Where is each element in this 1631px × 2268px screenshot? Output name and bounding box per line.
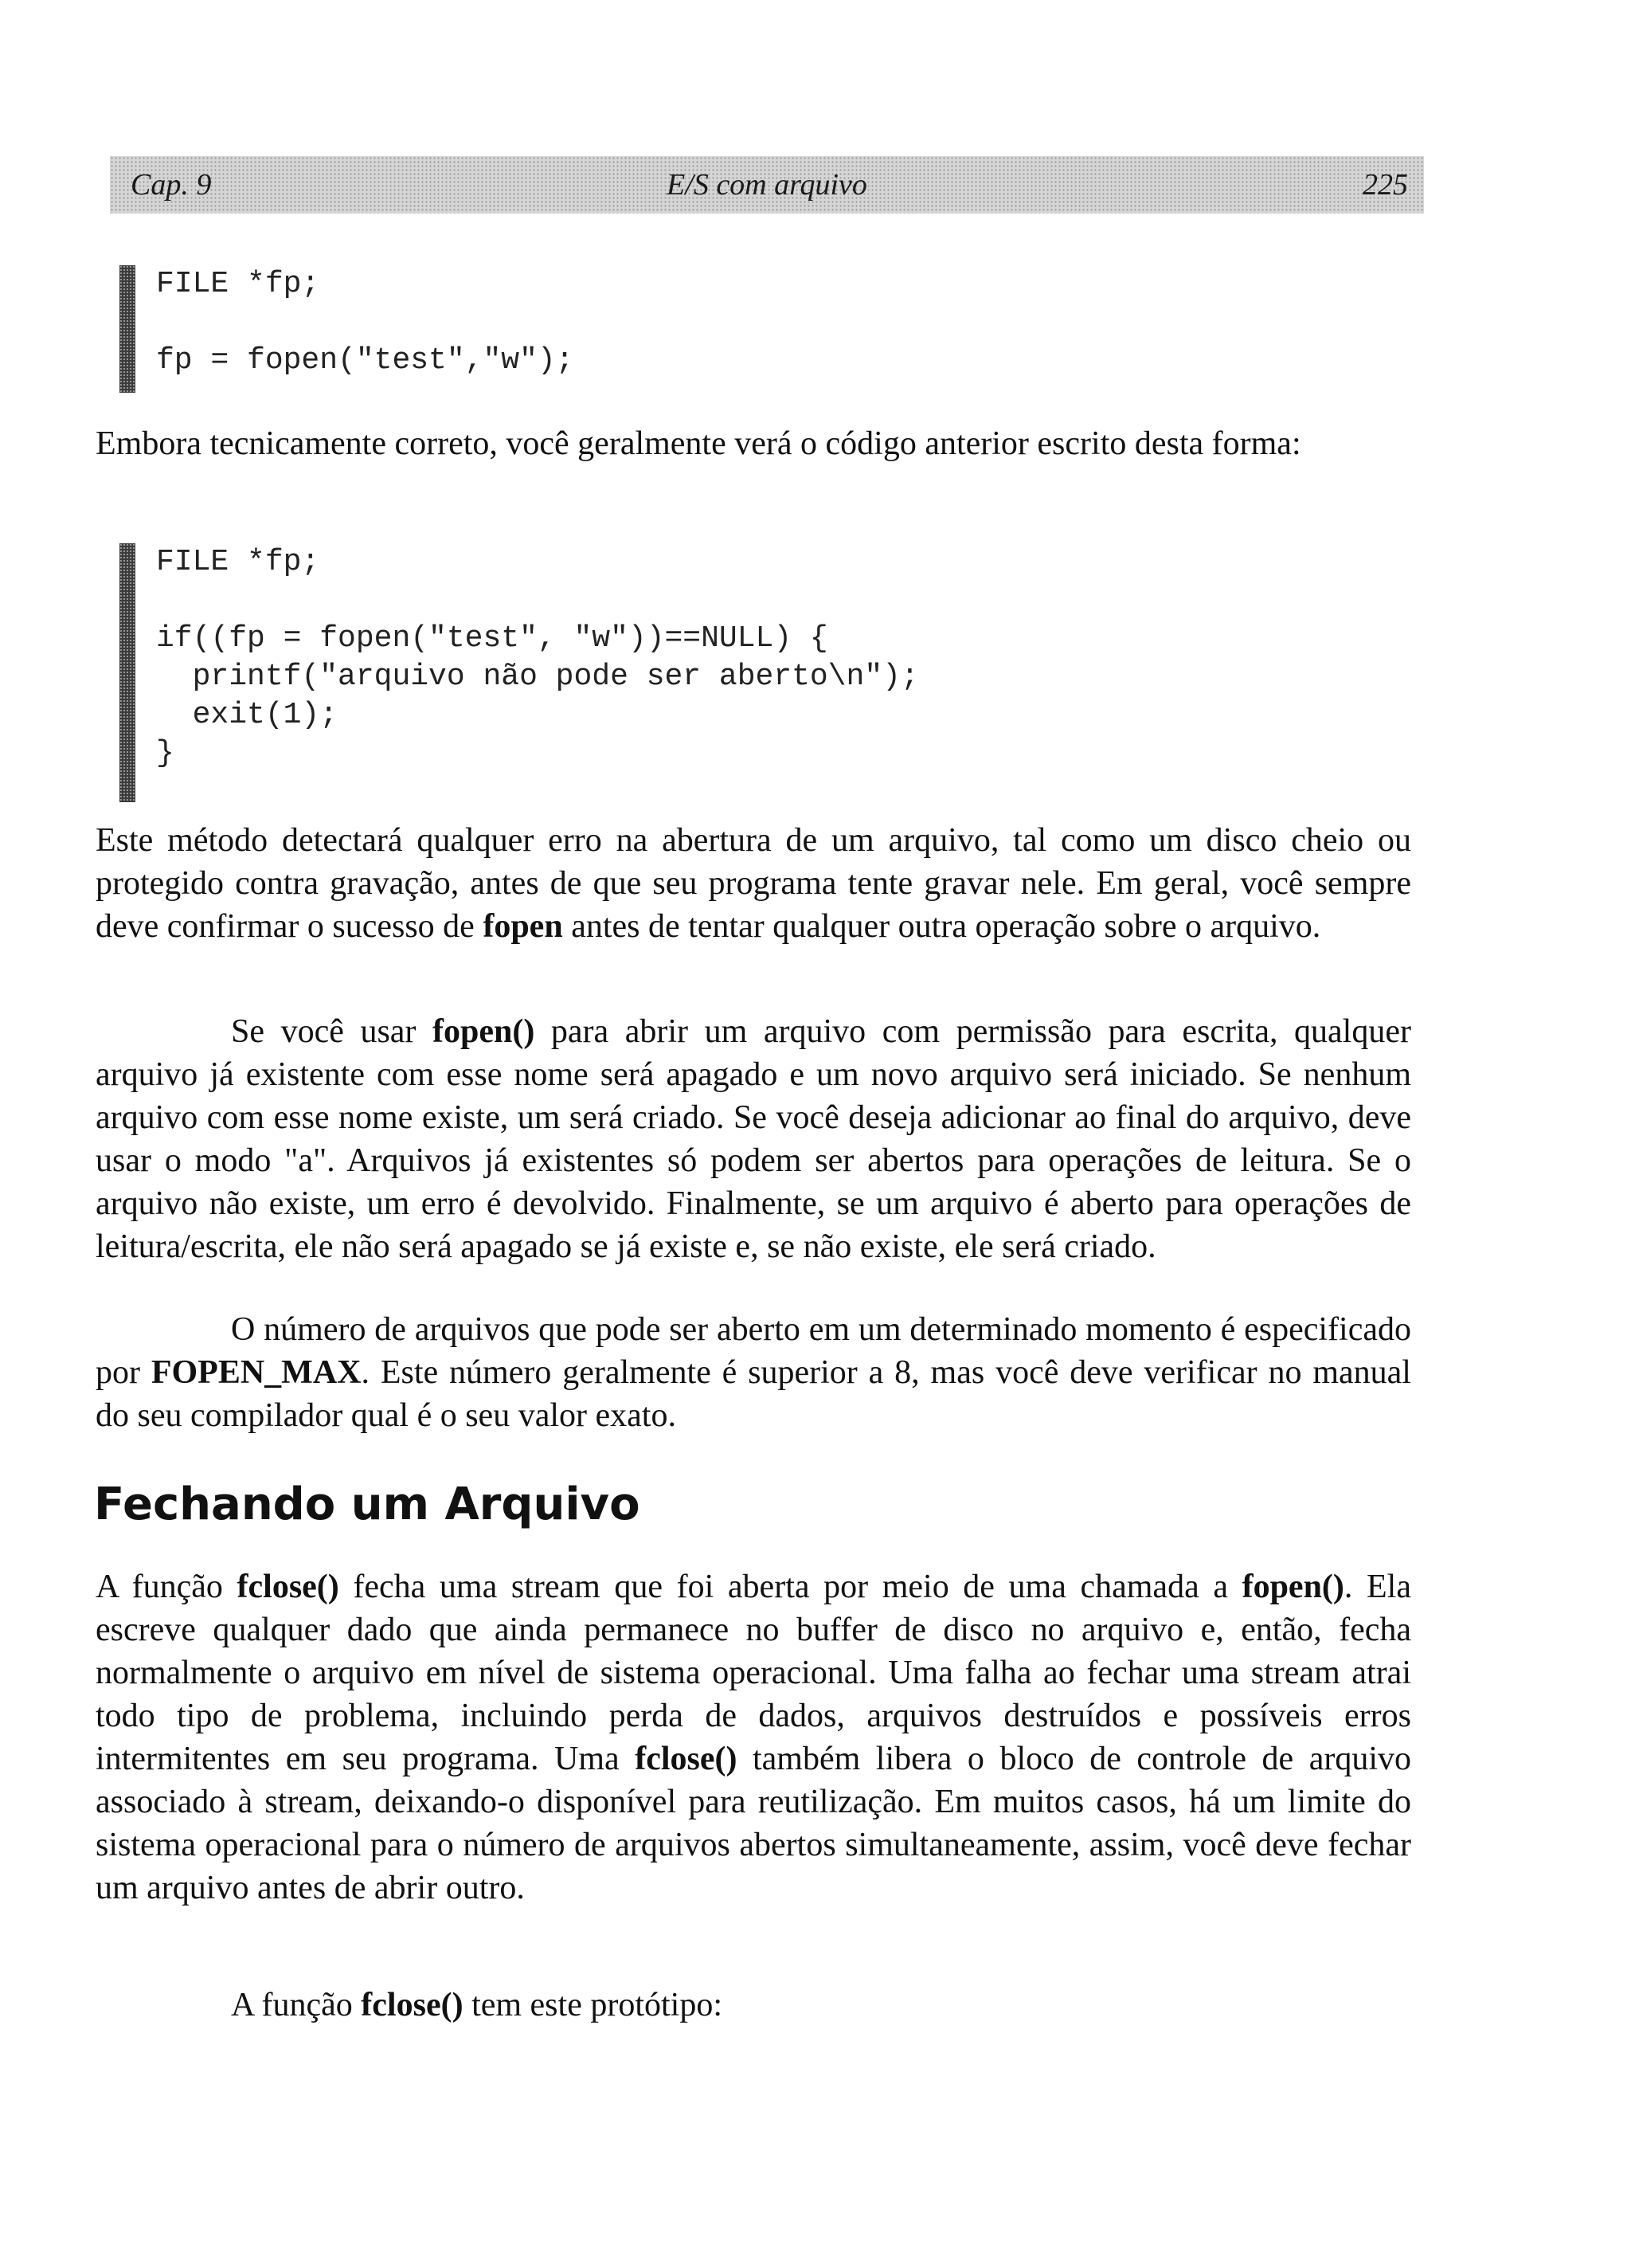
- code-margin-bar: [119, 543, 135, 802]
- inline-code-fclose: fclose(): [237, 1569, 339, 1605]
- running-header: [110, 156, 1424, 213]
- inline-code-fopen: fopen(): [1242, 1569, 1344, 1605]
- inline-code-fclose: fclose(): [361, 1987, 463, 2023]
- code-margin-bar: [119, 265, 135, 393]
- chapter-title: E/S com arquivo: [667, 168, 867, 202]
- code-text: FILE *fp; fp = fopen("test","w");: [156, 267, 574, 378]
- paragraph-fclose: A função fclose() fecha uma stream que foi aberta por meio de uma chamada a fopen(). Ela escreve qualquer dado que ainda permanece no buffer de disco no arquivo e, então, fecha normalmente o arquivo em nível de sistema operacional. Uma falha ao fechar uma stream atrai todo tipo de problema, incluindo perda de dados, arquivos destruídos e possíveis erros intermitentes em seu programa. Uma fclose() também libera o bloco de controle de arquivo associado à stream, deixando-o disponível para reutilização. Em muitos casos, há um limite do sistema operacional para o número de arquivos abertos simultaneamente, assim, você deve fechar um arquivo antes de abrir outro.: [96, 1569, 1411, 1906]
- paragraph-error-check: Este método detectará qualquer erro na abertura de um arquivo, tal como um disco cheio ou protegido contra gravação, antes de que seu programa tente gravar nele. Em geral, você sempre deve confirmar o sucesso de fopen antes de tentar qualquer outra operação sobre o arquivo.: [96, 822, 1411, 945]
- inline-code-fclose: fclose(): [635, 1741, 737, 1777]
- code-text: FILE *fp; if((fp = fopen("test", "w"))==NULL) { printf("arquivo não pode ser aberto\n"); exit(1); }: [156, 545, 919, 770]
- inline-code-fopen: fopen: [483, 908, 563, 945]
- paragraph-write-mode: Se você usar fopen() para abrir um arquivo com permissão para escrita, qualquer arquivo já existente com esse nome será apagado e um novo arquivo será iniciado. Se nenhum arquivo com esse nome existe, um será criado. Se você deseja adicionar ao final do arquivo, deve usar o modo "a". Arquivos já existentes só podem ser abertos para operações de leitura. Se o arquivo não existe, um erro é devolvido. Finalmente, se um arquivo é aberto para operações de leitura/escrita, ele não será apagado se já existe e, se não existe, ele será criado.: [96, 1013, 1411, 1265]
- section-heading: Fechando um Arquivo: [94, 1479, 640, 1530]
- paragraph-fopen-max: O número de arquivos que pode ser aberto em um determinado momento é especificado por FOPEN_MAX. Este número geralmente é superior a 8, mas você deve verificar no manual do seu compilador qual é o seu valor exato.: [96, 1311, 1411, 1434]
- inline-code-fopen: fopen(): [432, 1013, 535, 1050]
- paragraph-intro: Embora tecnicamente correto, você geralmente verá o código anterior escrito desta forma:: [96, 425, 1301, 462]
- paragraph-prototype: A função fclose() tem este protótipo:: [231, 1987, 723, 2023]
- inline-code-fopen-max: FOPEN_MAX: [151, 1354, 362, 1391]
- chapter-label: Cap. 9: [131, 168, 212, 202]
- page-number: 225: [1363, 168, 1408, 202]
